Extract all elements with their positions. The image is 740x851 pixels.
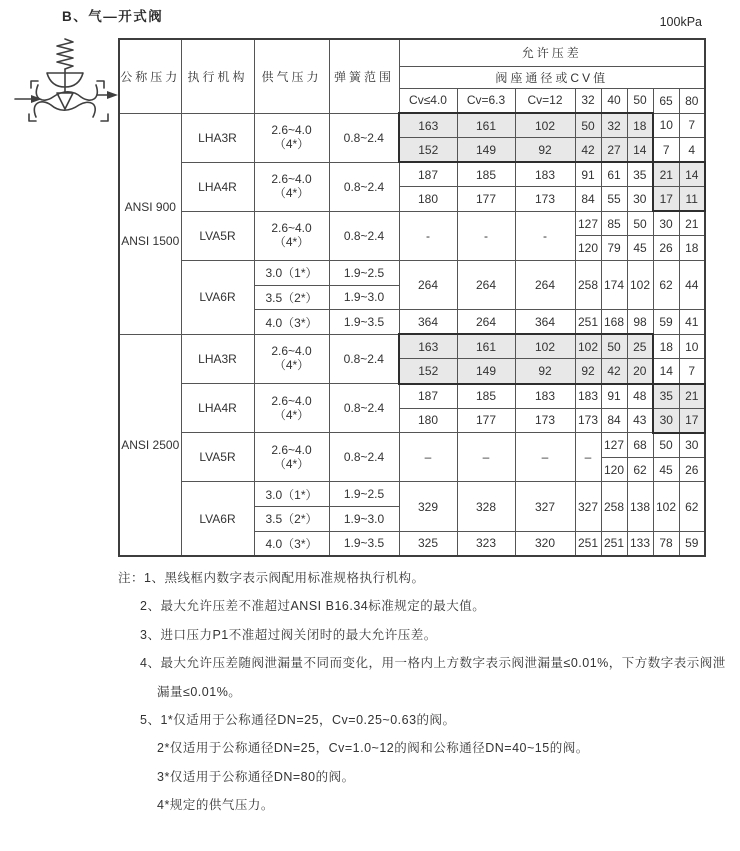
notes-section <box>0 570 740 826</box>
table-cell: - <box>515 211 575 260</box>
table-cell: 44 <box>679 261 705 310</box>
col-header-cv: 40 <box>601 88 627 113</box>
table-cell: 7 <box>679 359 705 384</box>
table-cell: 1.9~2.5 <box>329 261 399 286</box>
note-line: 2*仅适用于公称通径DN=25，Cv=1.0~12的阀和公称通径DN=40~15的阀。 <box>157 741 589 756</box>
spec-table-header <box>119 39 705 113</box>
table-cell: 1.9~3.5 <box>329 531 399 556</box>
table-cell: 102 <box>515 113 575 138</box>
table-cell: – <box>515 433 575 482</box>
col-header-seat-or-cv: 阀座通径或CV值 <box>399 66 705 88</box>
table-cell: 258 <box>575 261 601 310</box>
table-cell: 11 <box>679 187 705 212</box>
table-cell: 50 <box>575 113 601 138</box>
table-cell: LHA3R <box>181 113 254 162</box>
table-cell: 323 <box>457 531 515 556</box>
table-cell: 264 <box>457 261 515 310</box>
col-header-cv: 32 <box>575 88 601 113</box>
table-cell: 17 <box>653 187 679 212</box>
table-row <box>119 334 705 359</box>
table-cell: 30 <box>653 408 679 433</box>
table-cell: 26 <box>653 236 679 261</box>
table-cell: 25 <box>627 334 653 359</box>
table-row <box>119 384 705 409</box>
col-header-cv: 80 <box>679 88 705 113</box>
table-cell: 78 <box>653 531 679 556</box>
col-header-cv: Cv=12 <box>515 88 575 113</box>
table-cell: 92 <box>515 138 575 163</box>
table-cell: 21 <box>679 211 705 236</box>
note-line: 注：1、黑线框内数字表示阀配用标准规格执行机构。 <box>118 571 425 585</box>
table-cell: 152 <box>399 138 457 163</box>
table-cell: 325 <box>399 531 457 556</box>
table-cell: 185 <box>457 384 515 409</box>
table-cell: 187 <box>399 162 457 187</box>
table-cell: 183 <box>515 162 575 187</box>
table-cell: 35 <box>653 384 679 409</box>
table-cell: 7 <box>679 113 705 138</box>
note-line: 2、最大允许压差不准超过ANSI B16.34标准规定的最大值。 <box>140 599 486 614</box>
table-cell: 0.8~2.4 <box>329 433 399 482</box>
table-cell: 3.5（2*） <box>254 507 329 532</box>
table-cell: – <box>457 433 515 482</box>
table-cell: 174 <box>601 261 627 310</box>
table-cell: LVA5R <box>181 433 254 482</box>
table-cell: 2.6~4.0 （4*） <box>254 113 329 162</box>
note-line: 4、最大允许压差随阀泄漏量不同而变化，用一格内上方数字表示阀泄漏量≤0.01%，下方数字表示阀泄 <box>140 656 726 671</box>
col-header-cv: 65 <box>653 88 679 113</box>
table-cell: 14 <box>627 138 653 163</box>
flange-hook-tr <box>97 81 104 88</box>
table-cell: 50 <box>653 433 679 458</box>
table-cell: 62 <box>679 482 705 531</box>
table-cell: 92 <box>575 359 601 384</box>
table-cell: – <box>575 433 601 482</box>
table-cell: 84 <box>575 187 601 212</box>
table-cell: 55 <box>601 187 627 212</box>
table-cell: 30 <box>653 211 679 236</box>
table-cell: 35 <box>627 162 653 187</box>
table-cell: 4.0（3*） <box>254 531 329 556</box>
table-cell: LHA3R <box>181 334 254 383</box>
table-cell: LVA6R <box>181 261 254 335</box>
table-cell: 0.8~2.4 <box>329 384 399 433</box>
spec-table <box>118 38 706 557</box>
col-header-cv: Cv≤4.0 <box>399 88 457 113</box>
col-header-nominal-pressure: 公称压力 <box>119 39 181 113</box>
table-cell: 1.9~3.0 <box>329 507 399 532</box>
table-cell: 180 <box>399 187 457 212</box>
table-cell: 2.6~4.0 （4*） <box>254 433 329 482</box>
table-cell: 14 <box>679 162 705 187</box>
table-cell: 327 <box>515 482 575 531</box>
table-cell: 18 <box>627 113 653 138</box>
page-title: B、气—开式阀 <box>62 9 164 24</box>
table-cell: 3.5（2*） <box>254 285 329 310</box>
col-header-cv: Cv=6.3 <box>457 88 515 113</box>
table-cell: 30 <box>679 433 705 458</box>
table-cell: 185 <box>457 162 515 187</box>
table-cell: 48 <box>627 384 653 409</box>
table-cell: 251 <box>575 531 601 556</box>
table-cell: 3.0（1*） <box>254 482 329 507</box>
table-cell: 45 <box>653 457 679 482</box>
table-cell: LHA4R <box>181 162 254 211</box>
table-cell: - <box>399 211 457 260</box>
flange-hook-br <box>101 114 108 121</box>
table-cell: 1.9~2.5 <box>329 482 399 507</box>
table-cell: 264 <box>457 310 515 335</box>
table-cell: 258 <box>601 482 627 531</box>
table-cell: 20 <box>627 359 653 384</box>
col-header-allowable-dp: 允许压差 <box>399 39 705 66</box>
table-cell: 62 <box>627 457 653 482</box>
table-row <box>119 261 705 286</box>
table-cell: 102 <box>653 482 679 531</box>
table-cell: 364 <box>399 310 457 335</box>
table-cell: 61 <box>601 162 627 187</box>
table-cell: 79 <box>601 236 627 261</box>
table-cell: – <box>399 433 457 482</box>
table-cell: 21 <box>679 384 705 409</box>
table-cell: 0.8~2.4 <box>329 211 399 260</box>
table-cell: 163 <box>399 334 457 359</box>
table-cell: 68 <box>627 433 653 458</box>
table-cell: 328 <box>457 482 515 531</box>
table-cell: 50 <box>627 211 653 236</box>
table-row <box>119 433 705 458</box>
table-cell: 138 <box>627 482 653 531</box>
col-header-cv: 50 <box>627 88 653 113</box>
table-cell: 2.6~4.0 （4*） <box>254 334 329 383</box>
table-cell: LHA4R <box>181 384 254 433</box>
table-cell: 92 <box>515 359 575 384</box>
table-cell: 2.6~4.0 （4*） <box>254 384 329 433</box>
spring-glyph <box>57 39 73 69</box>
table-cell: ANSI 2500 <box>119 334 181 555</box>
table-cell: 1.9~3.5 <box>329 310 399 335</box>
table-cell: 161 <box>457 113 515 138</box>
table-cell: 2.6~4.0 （4*） <box>254 211 329 260</box>
table-cell: 0.8~2.4 <box>329 162 399 211</box>
table-cell: 42 <box>601 359 627 384</box>
table-cell: 127 <box>575 211 601 236</box>
table-row <box>119 162 705 187</box>
col-header-supply-pressure: 供气压力 <box>254 39 329 113</box>
table-cell: 18 <box>679 236 705 261</box>
table-cell: 91 <box>601 384 627 409</box>
table-cell: 17 <box>679 408 705 433</box>
table-cell: 7 <box>653 138 679 163</box>
table-cell: 32 <box>601 113 627 138</box>
table-cell: 364 <box>515 310 575 335</box>
table-cell: 3.0（1*） <box>254 261 329 286</box>
table-cell: 177 <box>457 408 515 433</box>
table-cell: 127 <box>601 433 627 458</box>
table-cell: 26 <box>679 457 705 482</box>
table-cell: 42 <box>575 138 601 163</box>
table-cell: 4 <box>679 138 705 163</box>
table-cell: 149 <box>457 138 515 163</box>
table-cell: 163 <box>399 113 457 138</box>
table-cell: 62 <box>653 261 679 310</box>
table-cell: 264 <box>515 261 575 310</box>
plug-glyph <box>57 93 73 109</box>
table-cell: 18 <box>653 334 679 359</box>
table-cell: 10 <box>653 113 679 138</box>
table-cell: 187 <box>399 384 457 409</box>
table-cell: 59 <box>653 310 679 335</box>
table-cell: 102 <box>627 261 653 310</box>
valve-schematic-icon <box>12 36 118 136</box>
table-cell: 177 <box>457 187 515 212</box>
note-line: 4*规定的供气压力。 <box>157 798 274 813</box>
pressure-unit-label: 100kPa <box>659 15 702 29</box>
table-cell: 43 <box>627 408 653 433</box>
table-cell: 173 <box>575 408 601 433</box>
table-cell: 264 <box>399 261 457 310</box>
table-cell: 4.0（3*） <box>254 310 329 335</box>
table-cell: 152 <box>399 359 457 384</box>
table-cell: 327 <box>575 482 601 531</box>
table-cell: 59 <box>679 531 705 556</box>
table-cell: 0.8~2.4 <box>329 113 399 162</box>
table-cell: 183 <box>515 384 575 409</box>
table-cell: 50 <box>601 334 627 359</box>
table-cell: 102 <box>575 334 601 359</box>
table-cell: 30 <box>627 187 653 212</box>
table-cell: 320 <box>515 531 575 556</box>
table-cell: 10 <box>679 334 705 359</box>
table-cell: 168 <box>601 310 627 335</box>
table-cell: 45 <box>627 236 653 261</box>
flow-out-arrow-icon <box>107 91 118 99</box>
table-cell: LVA5R <box>181 211 254 260</box>
spec-table-body <box>119 113 705 556</box>
table-row <box>119 482 705 507</box>
table-cell: 161 <box>457 334 515 359</box>
table-cell: 173 <box>515 187 575 212</box>
table-cell: 14 <box>653 359 679 384</box>
table-cell: 133 <box>627 531 653 556</box>
note-line: 3*仅适用于公称通径DN=80的阀。 <box>157 769 355 784</box>
table-cell: LVA6R <box>181 482 254 556</box>
table-cell: 84 <box>601 408 627 433</box>
table-cell: 98 <box>627 310 653 335</box>
table-cell: 251 <box>575 310 601 335</box>
table-cell: 91 <box>575 162 601 187</box>
note-line: 漏量≤0.01%。 <box>157 684 242 699</box>
table-cell: 2.6~4.0 （4*） <box>254 162 329 211</box>
table-cell: - <box>457 211 515 260</box>
note-line: 3、进口压力P1不准超过阀关闭时的最大允许压差。 <box>140 627 437 642</box>
table-cell: 41 <box>679 310 705 335</box>
note-line: 5、1*仅适用于公称通径DN=25，Cv=0.25~0.63的阀。 <box>140 712 456 727</box>
table-cell: 120 <box>601 457 627 482</box>
col-header-actuator: 执行机构 <box>181 39 254 113</box>
table-cell: 120 <box>575 236 601 261</box>
table-cell: 149 <box>457 359 515 384</box>
table-cell: 251 <box>601 531 627 556</box>
table-cell: 85 <box>601 211 627 236</box>
table-cell: 329 <box>399 482 457 531</box>
table-cell: 183 <box>575 384 601 409</box>
table-row <box>119 113 705 138</box>
table-cell: 173 <box>515 408 575 433</box>
table-cell: 21 <box>653 162 679 187</box>
table-cell: 180 <box>399 408 457 433</box>
table-cell: 1.9~3.0 <box>329 285 399 310</box>
table-cell: ANSI 900 ANSI 1500 <box>119 113 181 334</box>
table-row <box>119 211 705 236</box>
table-cell: 102 <box>515 334 575 359</box>
col-header-spring-range: 弹簧范围 <box>329 39 399 113</box>
table-cell: 27 <box>601 138 627 163</box>
table-cell: 0.8~2.4 <box>329 334 399 383</box>
